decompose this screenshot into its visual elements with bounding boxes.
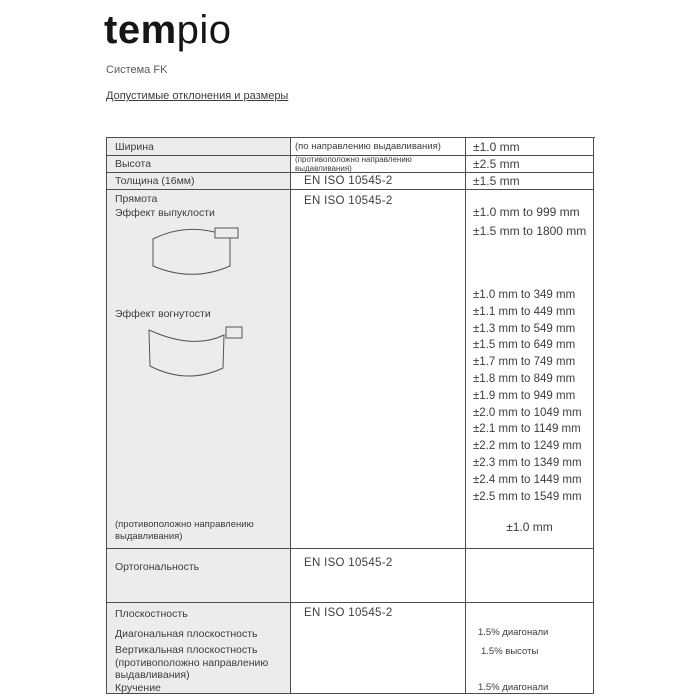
row-width-value: ±1.0 mm bbox=[466, 138, 594, 156]
range-value: ±2.3 mm to 1349 mm bbox=[473, 456, 582, 469]
range-value: ±1.3 mm to 549 mm bbox=[473, 322, 576, 335]
straightness-method: EN ISO 10545-2 bbox=[304, 195, 393, 207]
range-value: ±2.4 mm to 1449 mm bbox=[473, 473, 582, 486]
range-value: ±2.1 mm to 1149 mm bbox=[473, 423, 581, 436]
tolerance-value: ±1.5 mm to 1800 mm bbox=[473, 224, 587, 238]
flatness-title: Плоскостность bbox=[115, 608, 188, 620]
row-thickness-label: Толщина (16мм) bbox=[107, 173, 291, 190]
row-width-label: Ширина bbox=[107, 138, 291, 156]
straightness-opposite-label: (противоположно направлению выдавливания) bbox=[115, 519, 254, 542]
straightness-top-values bbox=[473, 203, 586, 241]
convex-effect-diagram bbox=[151, 223, 246, 279]
concavity-label: Эффект вогнутости bbox=[115, 308, 211, 320]
logo-light-part: pio bbox=[176, 8, 232, 52]
orthogonality-label-cell bbox=[107, 549, 291, 603]
range-value: ±1.1 mm to 449 mm bbox=[473, 305, 576, 318]
vertical-flatness-value: 1.5% высоты bbox=[481, 646, 539, 657]
row-height-label: Высота bbox=[107, 156, 291, 173]
tolerance-table bbox=[106, 137, 595, 694]
diagonal-flatness-value: 1.5% диагонали bbox=[478, 627, 549, 638]
orthogonality-label: Ортогональность bbox=[115, 561, 200, 573]
flatness-label-cell bbox=[107, 603, 291, 694]
range-value: ±2.2 mm to 1249 mm bbox=[473, 440, 582, 453]
straightness-method-cell bbox=[291, 190, 466, 549]
straightness-label-cell bbox=[107, 190, 291, 549]
diagonal-flatness-label: Диагональная плоскостность bbox=[115, 628, 258, 640]
row-width-method: (по направлению выдавливания) bbox=[291, 138, 466, 156]
system-subtitle: Система FK bbox=[106, 64, 168, 76]
tolerances-link[interactable]: Допустимые отклонения и размеры bbox=[106, 90, 289, 102]
flatness-method: EN ISO 10545-2 bbox=[304, 607, 393, 619]
orthogonality-values-cell bbox=[466, 549, 594, 603]
range-value: ±1.5 mm to 649 mm bbox=[473, 339, 576, 352]
flatness-values-cell bbox=[466, 603, 594, 694]
flatness-method-cell bbox=[291, 603, 466, 694]
vertical-flatness-label: Вертикальная плоскостность (противоположно направлению выдавливания) bbox=[115, 644, 269, 681]
range-value: ±1.9 mm to 949 mm bbox=[473, 389, 576, 402]
range-value: ±1.8 mm to 849 mm bbox=[473, 372, 576, 385]
torsion-value: 1.5% диагонали bbox=[478, 682, 549, 693]
convexity-label: Эффект выпуклости bbox=[115, 207, 215, 219]
concave-effect-diagram bbox=[147, 324, 245, 384]
straightness-values-cell bbox=[466, 190, 594, 549]
row-thickness-method: EN ISO 10545-2 bbox=[291, 173, 466, 190]
range-value: ±2.5 mm to 1549 mm bbox=[473, 490, 582, 503]
logo-bold-part: tem bbox=[104, 8, 177, 52]
row-thickness-value: ±1.5 mm bbox=[466, 173, 594, 190]
straightness-title: Прямота bbox=[115, 193, 158, 205]
range-value: ±1.0 mm to 349 mm bbox=[473, 289, 576, 301]
row-height-method: (противоположно направлению выдавливания) bbox=[291, 156, 466, 173]
straightness-range-list bbox=[473, 287, 582, 505]
straightness-opposite-value: ±1.0 mm bbox=[506, 520, 553, 534]
orthogonality-method-cell bbox=[291, 549, 466, 603]
orthogonality-method: EN ISO 10545-2 bbox=[304, 557, 393, 569]
torsion-label: Кручение bbox=[115, 682, 161, 694]
range-value: ±2.0 mm to 1049 mm bbox=[473, 406, 582, 419]
tolerance-value: ±1.0 mm to 999 mm bbox=[473, 205, 580, 219]
row-height-value: ±2.5 mm bbox=[466, 156, 594, 173]
brand-logo bbox=[104, 8, 232, 53]
range-value: ±1.7 mm to 749 mm bbox=[473, 356, 576, 369]
